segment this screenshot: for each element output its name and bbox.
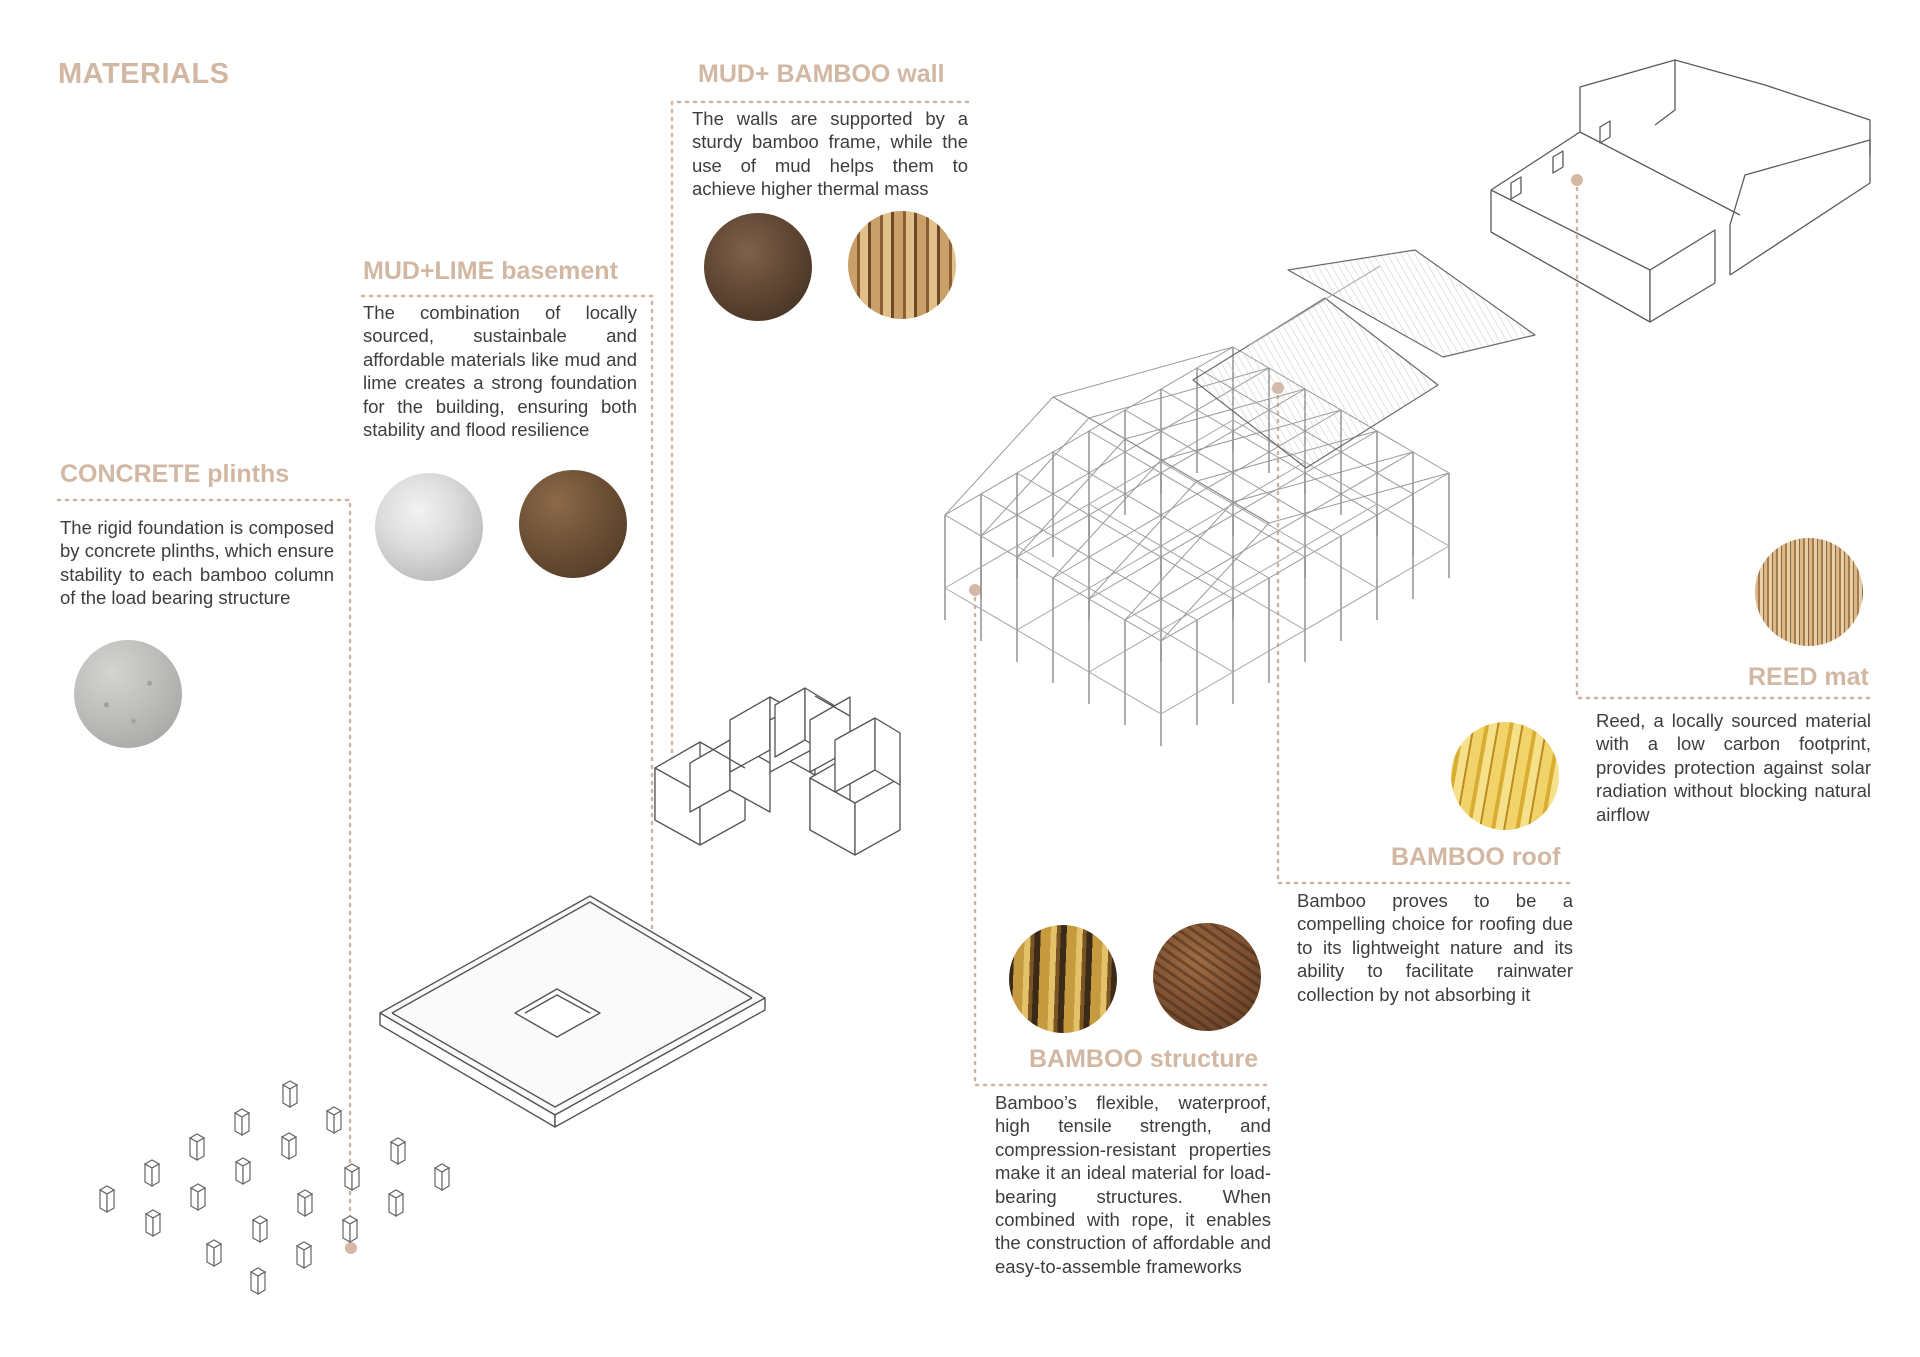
bamboo-structure-description: Bamboo’s flexible, waterproof, high tensile strength, and compression-resistant properties make it an ideal material for load-bearing structures. When combined with rope, it enables the construction of affordable and easy-to-assemble frameworks (995, 1092, 1271, 1277)
plinth-block (327, 1107, 341, 1133)
plinth-block (253, 1216, 267, 1242)
bamboo-member (1089, 481, 1197, 599)
plinth-block (345, 1164, 359, 1190)
rope-swatch (1153, 923, 1261, 1031)
bamboo-member (1017, 439, 1125, 557)
reed-mat-drawing (1491, 60, 1870, 322)
leader-dot-plinth (345, 1242, 357, 1254)
bamboo-member (981, 418, 1089, 536)
bamboo-poles-swatch (1009, 925, 1117, 1033)
concrete-swatch (74, 640, 182, 748)
mud-bamboo-wall-title: MUD+ BAMBOO wall (698, 60, 945, 88)
mud-wall-swatch (704, 213, 812, 321)
plinth-block (145, 1160, 159, 1186)
mud-swatch (519, 470, 627, 578)
bamboo-roof-swatch (1451, 722, 1559, 830)
plinth-block (191, 1184, 205, 1210)
concrete-plinths-title: CONCRETE plinths (60, 460, 290, 488)
plinth-block (391, 1138, 405, 1164)
basement-slab-drawing (380, 896, 765, 1127)
plinth-block (235, 1109, 249, 1135)
plinth-block (236, 1158, 250, 1184)
bamboo-member (945, 397, 1053, 515)
plinth-block (190, 1134, 204, 1160)
bamboo-member (1089, 504, 1305, 630)
bamboo-member (1269, 473, 1449, 523)
mud-bamboo-walls-drawing (655, 688, 900, 855)
leader-lines (58, 102, 1875, 1248)
concrete-plinths-drawing (100, 1081, 449, 1294)
reed-mat-description: Reed, a locally sourced material with a low carbon footprint, provides protection against solar radiation without blocking natural airflow (1596, 710, 1871, 825)
plinth-block (298, 1190, 312, 1216)
plinth-block (146, 1210, 160, 1236)
plinth-block (283, 1081, 297, 1107)
page-title: MATERIALS (58, 58, 230, 90)
plinth-block (435, 1164, 449, 1190)
reed-mat-title: REED mat (1748, 663, 1869, 691)
bamboo-member (1053, 460, 1161, 578)
plinth-block (297, 1242, 311, 1268)
bamboo-member (1161, 462, 1377, 588)
bamboo-roof-drawing (1193, 250, 1535, 468)
plinth-block (100, 1186, 114, 1212)
plinth-block (343, 1216, 357, 1242)
lime-swatch (375, 473, 483, 581)
leader-mud-bamboo (672, 102, 968, 786)
bamboo-roof-description: Bamboo proves to be a compelling choice for roofing due to its lightweight nature and its ability to facilitate rainwater collection by not absorbing it (1297, 890, 1573, 1005)
bamboo-member (1233, 452, 1413, 502)
plinth-block (389, 1190, 403, 1216)
mud-lime-basement-title: MUD+LIME basement (363, 257, 618, 285)
reed-swatch (1755, 538, 1863, 646)
leader-dot-reed (1571, 174, 1583, 186)
concrete-plinths-description: The rigid foundation is composed by concrete plinths, which ensure stability to each bamboo column of the load bearing structure (60, 517, 334, 609)
plinth-block (282, 1133, 296, 1159)
bamboo-wattle-swatch (848, 211, 956, 319)
plinth-block (207, 1240, 221, 1266)
bamboo-member (1161, 523, 1269, 641)
leader-dot-structure (969, 584, 981, 596)
mud-bamboo-wall-description: The walls are supported by a sturdy bamboo frame, while the use of mud helps them to achieve higher thermal mass (692, 108, 968, 200)
mud-lime-basement-description: The combination of locally sourced, sustainbale and affordable materials like mud and lime creates a strong foundation for the building, ensuring both stability and flood resilience (363, 302, 637, 441)
plinth-block (251, 1268, 265, 1294)
leader-concrete (58, 500, 350, 1248)
bamboo-member (1125, 502, 1233, 620)
bamboo-roof-title: BAMBOO roof (1391, 843, 1561, 871)
bamboo-structure-title: BAMBOO structure (1029, 1045, 1259, 1073)
